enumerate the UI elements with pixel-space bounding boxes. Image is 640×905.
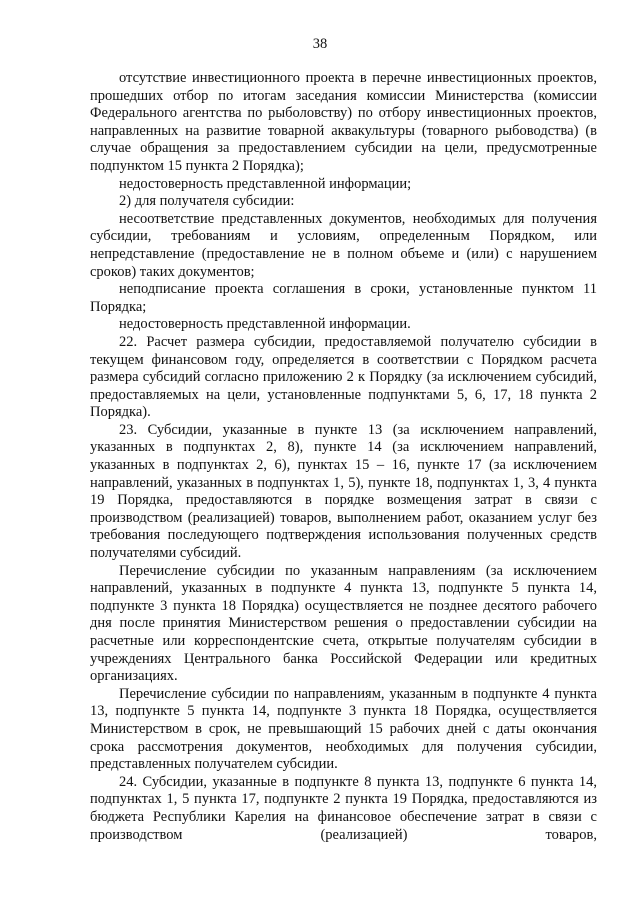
paragraph-unreliable-info-1: недостоверность представленной информации; [119,175,412,192]
paragraph-item-22: 22. Расчет размера субсидии, предоставляемой получателю субсидии в текущем финансовом году, определяется в соответствии с Порядком расчета размера субсидий согласно приложению 2 к Порядку (за исключением субсидий, предоставляемых на цели, установленные подпунктами 5, 6, 17, 18 пункта 2 Порядка). [90,333,597,421]
paragraph-transfer-1: Перечисление субсидии по указанным направлениям (за исключением направлений, указанных в подпункте 4 пункта 13, подпункте 5 пункта 14, подпункте 3 пункта 18 Порядка) осуществляется не позднее десятого рабочего дня после принятия Министерством решения о предоставлении субсидии на расчетные или корреспондентские счета, открытые получателям субсидии в учреждениях Центрального банка Российской Федерации или кредитных организациях. [90,562,597,685]
page-number: 38 [312,36,328,52]
paragraph-agreement-not-signed: неподписание проекта соглашения в сроки, установленные пунктом 11 Порядка; [90,281,597,315]
paragraph-transfer-2: Перечисление субсидии по направлениям, указанным в подпункте 4 пункта 13, подпункте 5 пункта 14, подпункте 3 пункта 18 Порядка, осуществляется Министерством в срок, не превышающий 15 рабочих дней с даты окончания срока рассмотрения документов, необходимых для получения субсидии, представленных получателем субсидии. [90,685,597,773]
paragraph-item-24: 24. Субсидии, указанные в подпункте 8 пункта 13, подпункте 6 пункта 14, подпунктах 1, 5 пункта 17, подпункте 2 пункта 19 Порядка, предоставляются из бюджета Республики Карелия на финансовое обеспечение затрат в связи с производством (реализацией) товаров, [90,773,597,843]
paragraph-item-23: 23. Субсидии, указанные в пункте 13 (за исключением направлений, указанных в подпунктах 2, 8), пункте 14 (за исключением направлений, указанных в подпунктах 2, 6), пунктах 15 – 16, пункте 17 (за исключением направлений, указанных в подпунктах 1, 5), пункте 18, подпунктах 1, 3, 4 пункта 19 Порядка, предоставляются в порядке возмещения затрат в связи с производством (реализацией) товаров, выполнением работ, оказанием услуг без требования последующего подтверждения использования полученных средств получателями субсидий. [90,421,597,562]
paragraph-for-recipient: 2) для получателя субсидии: [119,193,295,210]
paragraph-unreliable-info-2: недостоверность представленной информации. [119,316,411,333]
paragraph-absence-of-project: отсутствие инвестиционного проекта в перечне инвестиционных проектов, прошедших отбор по итогам заседания комиссии Министерства (комиссии Федерального агентства по рыболовству) по отбору инвестиционных проектов, направленных на развитие товарной аквакультуры (товарного рыбоводства) (в случае обращения за предоставлением субсидии на цели, предусмотренные подпунктом 15 пункта 2 Порядка); [90,70,597,174]
document-body [90,70,597,844]
paragraph-documents-mismatch: несоответствие представленных документов, необходимых для получения субсидии, требованиям и условиям, определенным Порядком, или непредставление (предоставление не в полном объеме и (или) с нарушением сроков) таких документов; [90,210,597,280]
